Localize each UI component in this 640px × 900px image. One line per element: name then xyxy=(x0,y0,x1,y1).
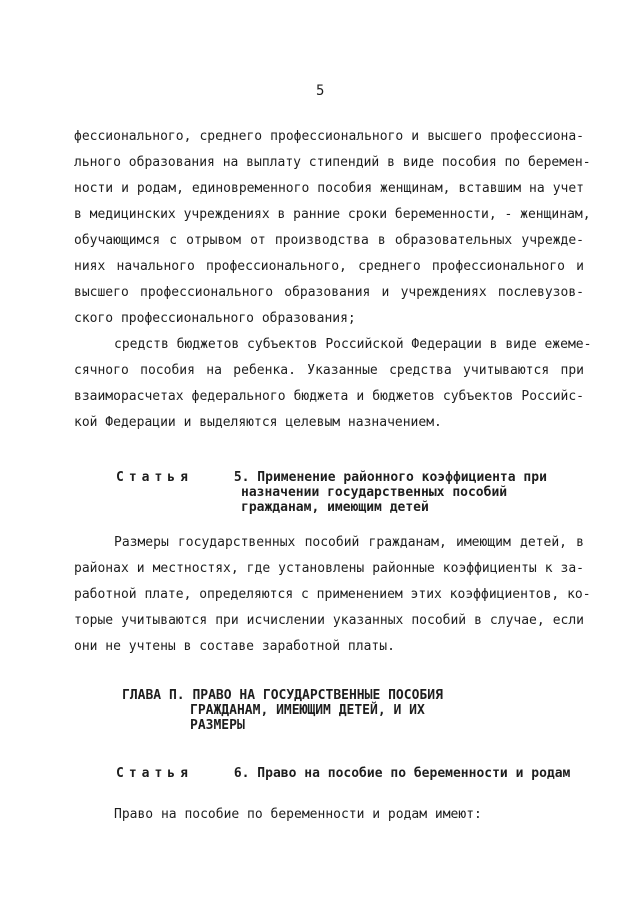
text-line: взаиморасчетах федерального бюджета и бюджетов субъектов Российс- xyxy=(74,389,584,404)
article-label: Статья xyxy=(116,766,193,781)
paragraph-continuation xyxy=(74,124,591,332)
text-line: ности и родам, единовременного пособия женщинам, вставшим на учет xyxy=(74,181,584,196)
text-line: ниях начального профессионального, среднего профессионального и xyxy=(74,259,584,274)
text-line: торые учитываются при исчислении указанных пособий в случае, если xyxy=(74,613,584,628)
paragraph-regional-coefficient xyxy=(74,530,591,660)
text-line: Размеры государственных пособий гражданам, имеющим детей, в xyxy=(114,535,584,550)
paragraph-regional-budgets xyxy=(74,332,592,436)
text-line: льного образования на выплату стипендий в виде пособия по беремен- xyxy=(74,155,591,170)
article-label: Статья xyxy=(116,470,193,485)
chapter-2-heading xyxy=(122,688,443,733)
text-line: обучающимся с отрывом от производства в образовательных учрежде- xyxy=(74,233,584,248)
text-line: в медицинских учреждениях в ранние сроки беременности, - женщинам, xyxy=(74,207,591,222)
article-6-heading xyxy=(116,766,570,781)
article-title-line: гражданам, имеющим детей xyxy=(241,500,429,515)
text-line: сячного пособия на ребенка. Указанные средства учитываются при xyxy=(74,363,584,378)
text-line: средств бюджетов субъектов Российской Федерации в виде ежеме- xyxy=(114,337,592,352)
chapter-title-line: ГЛАВА П. ПРАВО НА ГОСУДАРСТВЕННЫЕ ПОСОБИЯ xyxy=(122,688,443,703)
text-line: ского профессионального образования; xyxy=(74,311,356,326)
text-line: Право на пособие по беременности и родам имеют: xyxy=(114,807,482,822)
page-number: 5 xyxy=(316,83,325,99)
article-title-line: 6. Право на пособие по беременности и родам xyxy=(233,766,571,781)
text-line: кой Федерации и выделяются целевым назначением. xyxy=(74,415,442,430)
text-line: фессионального, среднего профессионального и высшего профессиона- xyxy=(74,129,584,144)
article-title-line: 5. Применение районного коэффициента при xyxy=(233,470,547,485)
article-title-line: назначении государственных пособий xyxy=(241,485,508,500)
paragraph-maternity-right xyxy=(74,802,584,828)
text-line: районах и местностях, где установлены районные коэффициенты к за- xyxy=(74,561,584,576)
article-5-heading xyxy=(116,470,547,515)
text-line: высшего профессионального образования и учреждениях послевузов- xyxy=(74,285,584,300)
chapter-title-line: ГРАЖДАНАМ, ИМЕЮЩИМ ДЕТЕЙ, И ИХ xyxy=(190,703,425,718)
chapter-title-line: РАЗМЕРЫ xyxy=(190,718,245,733)
text-line: работной плате, определяются с применением этих коэффициентов, ко- xyxy=(74,587,591,602)
text-line: они не учтены в составе заработной платы. xyxy=(74,639,395,654)
